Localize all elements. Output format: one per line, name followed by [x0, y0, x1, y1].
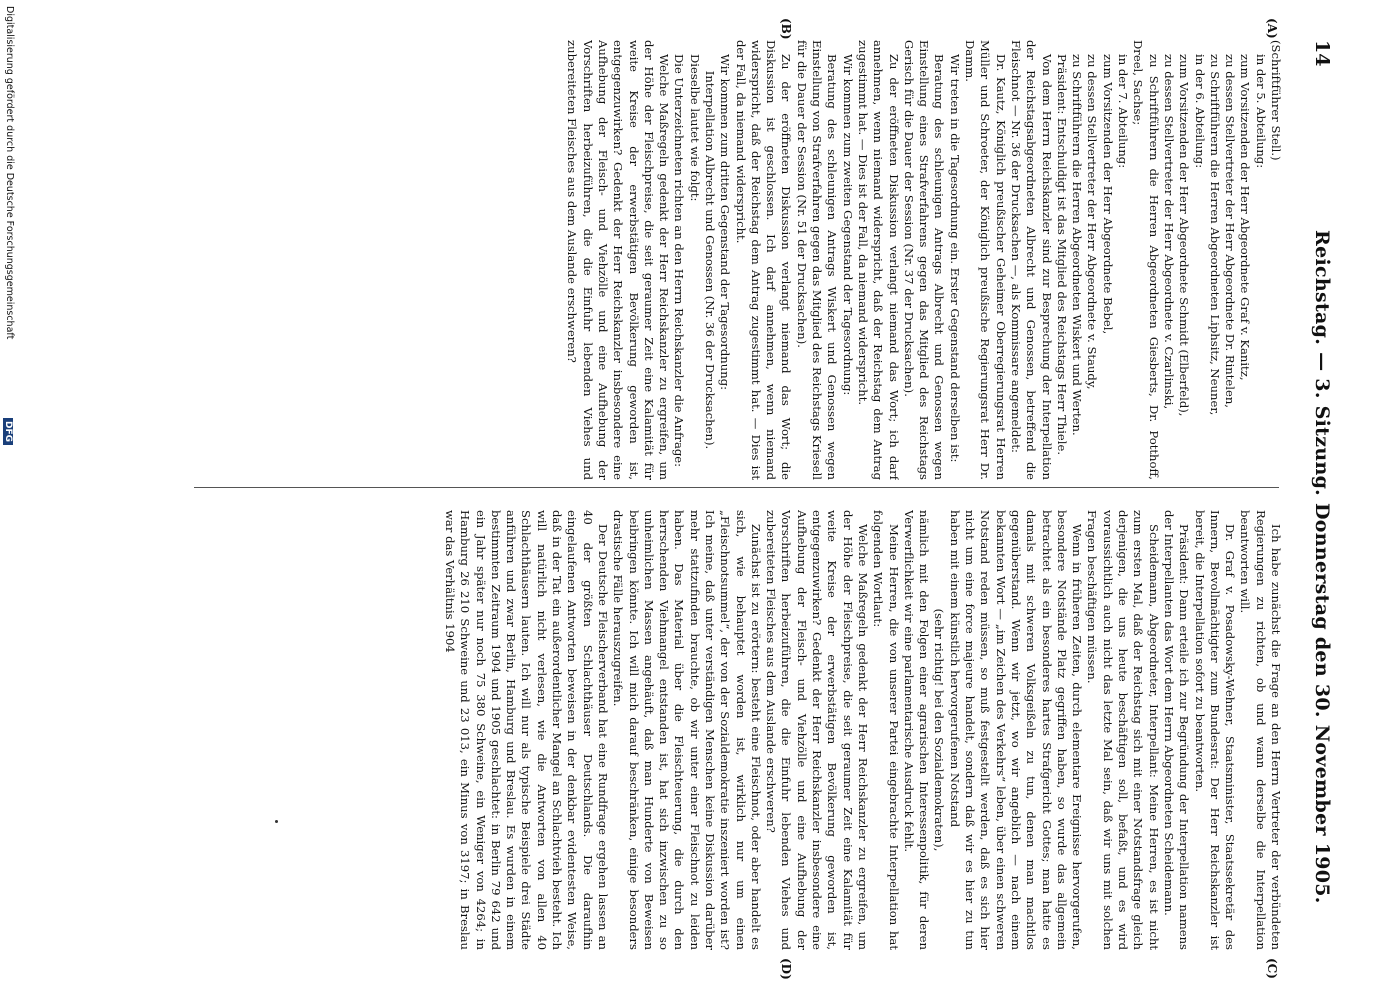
- paragraph: Meine Herren, die von unserer Partei eingebrachte Interpellation hat folgenden Wortlaut:: [871, 510, 901, 950]
- paragraph: Von dem Herrn Reichskanzler sind zur Besprechung der Interpellation der Reichstagsabgeordneten Albrecht und Genossen, betreffend die Fleischnot — Nr. 36 der Drucksachen —, als Kommissare angemeldet:: [1008, 40, 1054, 480]
- paragraph: in der 5. Abteilung:: [1253, 54, 1268, 169]
- paragraph: zu dessen Stellvertreter der Herr Abgeordnete v. Staudy,: [1085, 54, 1100, 390]
- paragraph: Zu der eröffneten Diskussion verlangt niemand das Wort; die Diskussion ist geschlossen. Ich darf annehmen, wenn niemand widerspricht, daß der Reichstag dem Antrag zugestimmt hat. — Dies ist der Fall, da niemand widerspricht.: [733, 40, 794, 480]
- paragraph: Wir kommen zum zweiten Gegenstand der Tagesordnung:: [840, 54, 855, 396]
- agenda-item: Beratung des schleunigen Antrags Wiskert und Genossen wegen Einstellung von Strafverfahren gegen das Mitglied des Reichstags Kriesell für die Dauer der Session (Nr. 51 der Drucksachen).: [794, 40, 840, 480]
- paragraph: zum Vorsitzenden der Herr Abgeordnete Graf v. Kanitz,: [1238, 54, 1253, 381]
- digitization-footer: [0, 0, 22, 1000]
- interpellation-text: Welche Maßregeln gedenkt der Herr Reichskanzler zu ergreifen, um der Höhe der Fleischpreise, die seit geraumer Zeit eine Kalamität für weite Kreise der erwerbstätigen Bevölkerung geworden ist, entgegenzuwirken? Gedenkt der Herr Reichskanzler insbesondere eine Aufhebung der Fleisch- und Viehzölle und eine Aufhebung der Vorschriften herbeizuführen, die die Einfuhr lebenden Viehes und zubereiteten Fleisches aus dem Auslande erschweren?: [565, 40, 672, 480]
- left-column: [163, 40, 1283, 480]
- paragraph: zum Vorsitzenden der Herr Abgeordnete Bebel,: [1100, 54, 1115, 335]
- paragraph: zu Schriftführern die Herren Abgeordneten Liphsitz, Neuner,: [1207, 54, 1222, 416]
- column-divider: [194, 487, 1279, 488]
- paragraph: Die Unterzeichneten richten an den Herrn Reichskanzler die Anfrage:: [672, 54, 687, 468]
- margin-mark-b: (B): [779, 18, 793, 40]
- margin-mark-c: (C): [1265, 958, 1279, 979]
- paragraph: zu Schriftführern die Herren Abgeordneten Wiskert und Werten.: [1070, 54, 1085, 436]
- paragraph: Zu der eröffneten Diskussion verlangt niemand das Wort; ich darf annehmen, wenn niemand widerspricht, daß der Reichstag dem Antrag zugestimmt hat. — Dies ist der Fall, da niemand widerspricht.: [855, 40, 901, 480]
- paragraph: Zunächst ist zu erörtern: besteht eine Fleischnot, oder aber handelt es sich, wie behauptet worden ist, wirklich nur um einen „Fleischnotsummel“, der von der Sozialdemokratie inszeniert worden ist? Ich meine, daß unter verständigen Menschen keine Diskussion darüber mehr stattzufinden brauchte, ob wir unter einer Fleischnot zu leiden haben. Das Material über die Fleischteuerung, die durch den herrschenden Viehmangel entstanden ist, hat sich inzwischen zu so unheimlichen Massen angehäuft, daß man Hunderte von Beweisen beibringen könnte. Ich will mich darauf beschränken, einige besonders drastische Fälle herauszugreifen.: [611, 510, 763, 950]
- running-title: Reichstag. — 3. Sitzung. Donnerstag den 30. November 1905.: [1311, 230, 1333, 904]
- right-column: [163, 510, 1283, 950]
- paragraph: Wir treten in die Tagesordnung ein. Erster Gegenstand derselben ist:: [947, 54, 962, 463]
- speech-president: Präsident: Dann erteile ich zur Begründung der Interpellation namens der Interpellanten das Wort dem Herrn Abgeordneten Scheidemann.: [1161, 510, 1192, 950]
- paragraph: nämlich mit den Folgen einer agrarischen Interessenpolitik, für deren Verwerflichkeit wir eine parlamentarische Ausdruck fehlt.: [901, 510, 932, 950]
- interjection: (sehr richtig! bei den Sozialdemokraten),: [932, 608, 947, 852]
- paragraph: zu Schriftführern die Herren Abgeordneten Giesberts, Dr. Potthoff, Dreel, Sachse;: [1131, 40, 1161, 480]
- paragraph: Dieselbe lautet wie folgt:: [687, 54, 702, 202]
- paragraph: Ich habe zunächst die Frage an den Herrn Vertreter der verbündeten Regierungen zu richten, ob und wann derselbe die Interpellation beantworten will.: [1238, 510, 1283, 950]
- paragraph: zu dessen Stellvertreter der Herr Abgeordnete v. Czarlinski,: [1161, 54, 1176, 410]
- agenda-item: Beratung des schleunigen Antrags Albrecht und Genossen wegen Einstellung eines Strafverfahrens gegen das Mitglied des Reichstags Gerisch für die Dauer der Session (Nr. 37 der Drucksachen).: [901, 40, 947, 480]
- scan-speck: [275, 820, 278, 823]
- paragraph: Wenn in früheren Zeiten, durch elementare Ereignisse hervorgerufen, besondere Notstände Platz gegriffen haben, so wurde das allgemein betrachtet als ein besonderes hartes Strafgericht Gottes; man hatte es damals mit schweren Volksgeißeln zu tun, denen man machtlos gegenüberstand. Wenn wir jetzt, wo wir angeblich — nach einem bekannten Wort — „im Zeichen des Verkehrs“ leben, über einen schweren Notstand reden müssen, so muß festgestellt werden, daß es sich hier nicht um eine force majeure handelt, sondern daß wir es hier zu tun haben mit einem künstlich hervorgerufenen Notstand: [947, 510, 1085, 950]
- paragraph: in der 6. Abteilung:: [1192, 54, 1207, 169]
- paragraph: Der Deutsche Fleischerverband hat eine Rundfrage ergehen lassen an 40 der größten Schlachthäuser Deutschlands. Die daraufhin eingelaufenen Antworten beweisen in der denkbar evidentesten Weise, daß in der Tat ein außerordentlicher Mangel an Schlachtvieh besteht. Ich will natürlich nicht verlesen, wie die Antworten von allen 40 Schlachthäusern lauten. Ich will nur als typische Beispiele drei Städte anführen und zwar Berlin, Hamburg und Breslau. Es wurden in einem bestimmten Zeitraum 1904 und 1905 geschlachtet: in Berlin 79 642 und ein Jahr später nur noch 75 380 Schweine, ein Weniger von 4264; in Hamburg 26 210 Schweine und 23 013, ein Minus von 3197; in Breslau war das Verhältnis 1904: [442, 510, 610, 950]
- speech-scheidemann: Scheidemann, Abgeordneter, Interpellant: Meine Herren, es ist nicht zum ersten Mal, daß der Reichstag sich mit einer Notstandsfrage gleich derjenigen, die uns heute beschäftigen soll, befaßt, und es wird voraussichtlich auch nicht das letzte Mal sein, daß wir uns mit solchen Fragen beschäftigen müssen.: [1085, 510, 1161, 950]
- margin-mark-d: (D): [779, 958, 793, 980]
- paragraph: zu dessen Stellvertreter der Herr Abgeordnete Dr. Rintelen,: [1223, 54, 1238, 408]
- speech-minister: Dr. Graf v. Posadowsky-Wehner, Staatsminister, Staatssekretär des Innern, Bevollmächtigter zum Bundesrat: Der Herr Reichskanzler ist bereit, die Interpellation sofort zu beantworten.: [1192, 510, 1238, 950]
- agenda-item: Interpellation Albrecht und Genossen (Nr. 36 der Drucksachen).: [703, 70, 718, 450]
- paragraph: in der 7. Abteilung:: [1116, 54, 1131, 169]
- speech-president: Präsident: Entschuldigt ist das Mitglied des Reichstags Herr Thiele.: [1054, 54, 1069, 456]
- page-number: 14: [1311, 40, 1333, 67]
- digitization-credit: Digitalisierung gefördert durch die Deutsche Forschungsgemeinschaft: [4, 6, 15, 340]
- paragraph: zum Vorsitzenden der Herr Abgeordnete Schmidt (Elberfeld),: [1177, 54, 1192, 417]
- dfg-logo: DFG: [3, 418, 13, 445]
- paragraph: Wir kommen zum dritten Gegenstand der Tagesordnung:: [718, 54, 733, 391]
- page-header: [1301, 40, 1333, 960]
- margin-mark-a: (A): [1265, 18, 1279, 39]
- interpellation-quote: Welche Maßregeln gedenkt der Herr Reichskanzler zu ergreifen, um der Höhe der Fleischpreise, die seit geraumer Zeit eine Kalamität für weite Kreise der erwerbstätigen Bevölkerung geworden ist, entgegenzuwirken? Gedenkt der Herr Reichskanzler insbesondere eine Aufhebung der Fleisch- und Viehzölle und eine Aufhebung der Vorschriften herbeizuführen, die die Einfuhr lebenden Viehes und zubereiteten Fleisches aus dem Auslande erschweren?: [764, 510, 870, 950]
- paragraph: (Schriftführer Stell.): [1269, 40, 1283, 161]
- paragraph: Dr. Kautz, Königlich preußischer Geheimer Oberregierungsrat Herren Müller und Schroeter, der Königlich preußische Regierungsrat Herr Dr. Damm.: [963, 40, 1008, 480]
